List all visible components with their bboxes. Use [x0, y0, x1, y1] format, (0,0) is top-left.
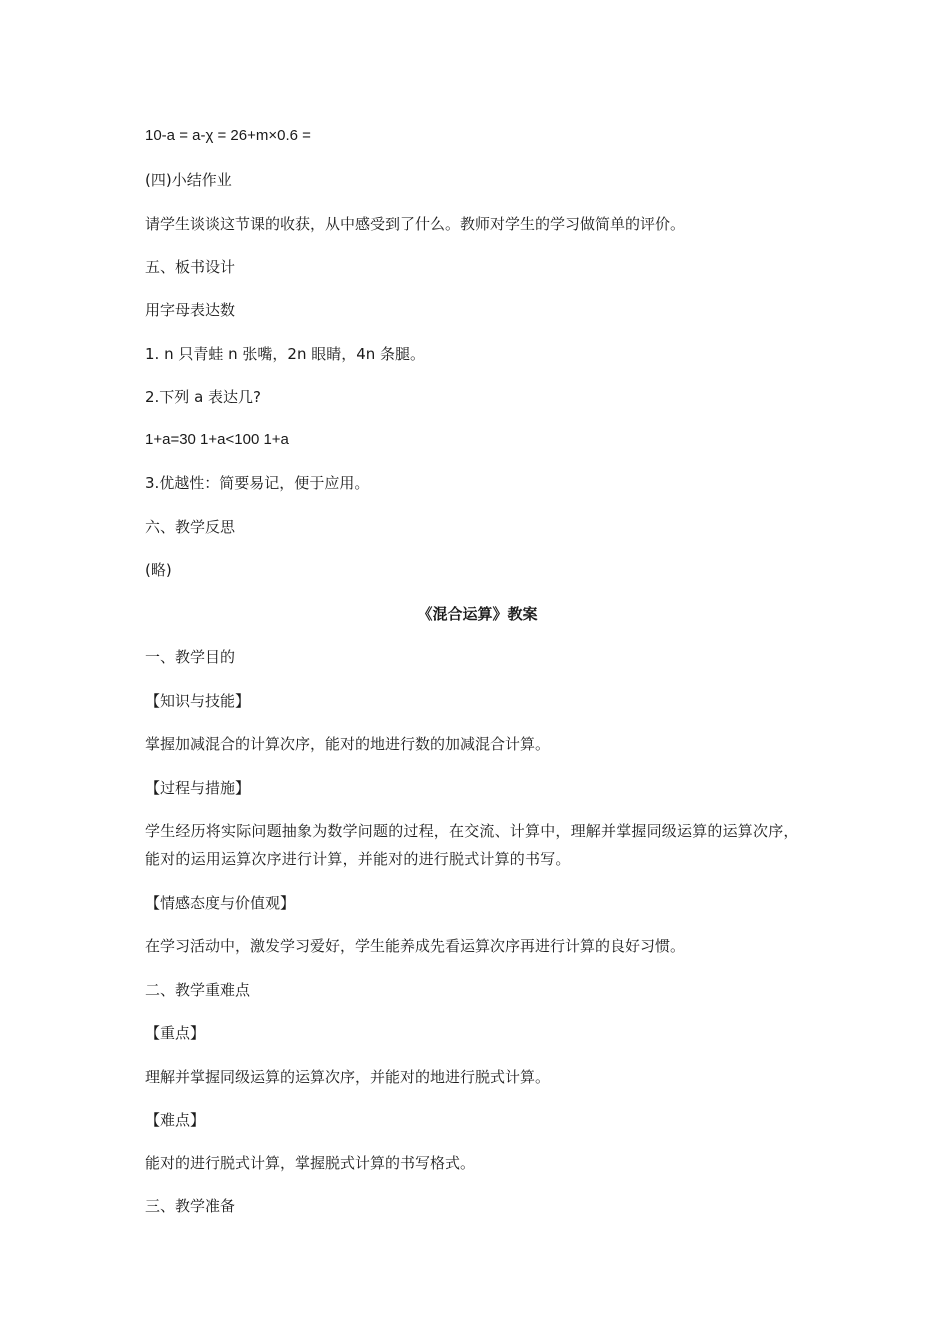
reflection-omitted: (略): [145, 561, 172, 579]
board-item-3: 3.优越性：简要易记，便于应用。: [145, 474, 370, 492]
heading-process-methods: 【过程与措施】: [145, 779, 251, 797]
heading-emotion-values: 【情感态度与价值观】: [145, 894, 296, 912]
section-teaching-goals: 一、教学目的: [145, 648, 236, 666]
section-teaching-preparation: 三、教学准备: [145, 1197, 236, 1215]
section-reflection: 六、教学反思: [145, 518, 236, 536]
exercise-expressions: 10-a = a-χ = 26+m×0.6 =: [145, 127, 311, 144]
section-board-design: 五、板书设计: [145, 258, 236, 276]
emotion-values-paragraph: 在学习活动中，激发学习爱好，学生能养成先看运算次序再进行计算的良好习惯。: [145, 937, 686, 955]
heading-knowledge-skills: 【知识与技能】: [145, 692, 251, 710]
knowledge-skills-paragraph: 掌握加减混合的计算次序，能对的地进行数的加减混合计算。: [145, 735, 551, 753]
board-expressions: 1+a=30 1+a<100 1+a: [145, 431, 289, 448]
section-summary-homework: (四)小结作业: [145, 171, 232, 189]
heading-key-points: 【重点】: [145, 1024, 206, 1042]
board-title: 用字母表达数: [145, 301, 236, 319]
board-item-2: 2.下列 a 表达几?: [145, 388, 262, 406]
key-points-paragraph: 理解并掌握同级运算的运算次序，并能对的地进行脱式计算。: [145, 1068, 551, 1086]
lesson-plan-title: 《混合运算》教案: [417, 605, 538, 623]
heading-difficult-points: 【难点】: [145, 1111, 206, 1129]
board-item-1: 1. n 只青蛙 n 张嘴，2n 眼睛，4n 条腿。: [145, 345, 426, 363]
section-key-difficult-points: 二、教学重难点: [145, 981, 251, 999]
process-methods-paragraph: 学生经历将实际问题抽象为数学问题的过程，在交流、计算中，理解并掌握同级运算的运算次序，能对的运用运算次序进行计算，并能对的进行脱式计算的书写。: [145, 822, 799, 868]
difficult-points-paragraph: 能对的进行脱式计算，掌握脱式计算的书写格式。: [145, 1154, 476, 1172]
summary-paragraph: 请学生谈谈这节课的收获，从中感受到了什么。教师对学生的学习做简单的评价。: [145, 215, 686, 233]
